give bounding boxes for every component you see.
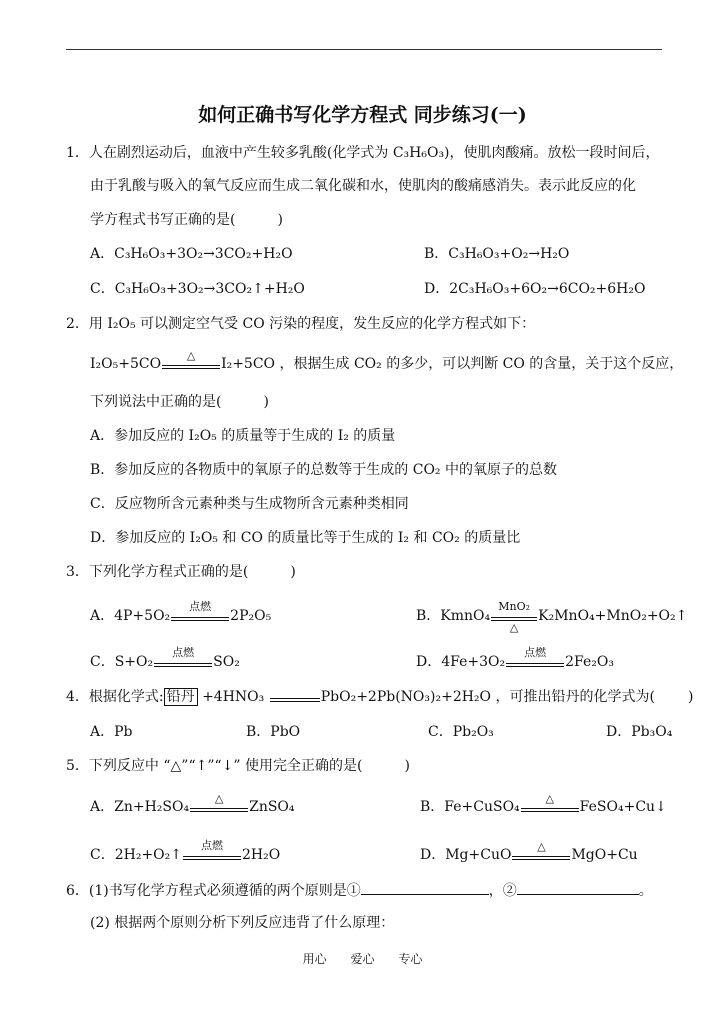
- q2-option-b: B．参加反应的各物质中的氧原子的总数等于生成的 CO₂ 中的氧原子的总数: [90, 462, 557, 478]
- answer-blank-1[interactable]: [361, 880, 489, 895]
- heat-arrow: △: [162, 354, 220, 374]
- q4-mid: +4HNO₃: [202, 689, 265, 705]
- footer-item: 爱心: [350, 952, 375, 966]
- heat-arrow: △: [190, 797, 248, 817]
- q5-a-left: A．Zn+H₂SO₄: [90, 799, 190, 815]
- q2-option-d: D．参加反应的 I₂O₅ 和 CO 的质量比等于生成的 I₂ 和 CO₂ 的质量比: [90, 530, 521, 546]
- q3-option-b: [416, 600, 688, 634]
- q4-option-a: A．Pb: [90, 724, 133, 740]
- footer-item: 专心: [398, 952, 423, 966]
- q4-line1: [66, 687, 655, 707]
- q2-option-c: C．反应物所含元素种类与生成物所含元素种类相同: [90, 496, 409, 512]
- equals-arrow: [270, 687, 320, 707]
- q2-eq-left: I₂O₅+5CO: [90, 356, 162, 372]
- q5-c-right: 2H₂O: [242, 847, 281, 863]
- q4-tail: ，可推出铅丹的化学式为(: [495, 689, 655, 705]
- q1-line3: 学方程式书写正确的是( ): [90, 212, 283, 228]
- q5-line1: 5．下列反应中 “△”“↑”“↓” 使用完全正确的是( ): [66, 758, 410, 774]
- ignite-arrow: 点燃: [154, 652, 212, 672]
- q3-d-right: 2Fe₂O₃: [565, 654, 614, 670]
- q3-d-left: D．4Fe+3O₂: [416, 654, 506, 670]
- footer: [0, 950, 725, 967]
- q6-text-b: ，②: [488, 883, 517, 899]
- q5-d-right: MgO+Cu: [571, 847, 638, 863]
- q3-option-a: [90, 600, 272, 626]
- q5-option-c: [90, 839, 281, 865]
- header-rule: [66, 49, 662, 50]
- heat-arrow: △: [512, 845, 570, 865]
- q1-option-b: B．C₃H₆O₃+O₂→H₂O: [424, 246, 570, 262]
- q2-equation: [90, 349, 684, 374]
- q3-option-d: [416, 646, 614, 672]
- q3-option-c: [90, 646, 240, 672]
- q1-option-a: A．C₃H₆O₃+3O₂→3CO₂+H₂O: [90, 246, 293, 262]
- q3-c-left: C．S+O₂: [90, 654, 154, 670]
- q3-a-right: 2P₂O₅: [230, 608, 272, 624]
- heat-arrow: △: [521, 797, 579, 817]
- q5-option-d: [420, 840, 638, 865]
- q1-line2: 由于乳酸与吸入的氧气反应而生成二氧化碳和水，使肌肉的酸痛感消失。表示此反应的化: [90, 178, 636, 194]
- answer-blank-2[interactable]: [517, 880, 639, 895]
- q6-text-a: 6．(1)书写化学方程式必须遵循的两个原则是①: [66, 883, 361, 899]
- q3-c-right: SO₂: [213, 654, 240, 670]
- page-title: 如何正确书写化学方程式 同步练习(一): [198, 104, 527, 126]
- q1-line1: 1．人在剧烈运动后，血液中产生较多乳酸(化学式为 C₃H₆O₃)，使肌肉酸痛。放松一段时间后，: [66, 145, 660, 161]
- q5-option-b: [420, 792, 667, 817]
- q2-option-a: A．参加反应的 I₂O₅ 的质量等于生成的 I₂ 的质量: [90, 428, 396, 444]
- q5-b-right: FeSO₄+Cu↓: [579, 799, 667, 815]
- q2-line1: 2．用 I₂O₅ 可以测定空气受 CO 污染的程度，发生反应的化学方程式如下：: [66, 316, 536, 332]
- q5-c-left: C．2H₂+O₂↑: [90, 847, 182, 863]
- q4-option-c: C．Pb₂O₃: [428, 724, 494, 740]
- q4-option-d: D．Pb₃O₄: [606, 724, 673, 740]
- q1-option-c: C．C₃H₆O₃+3O₂→3CO₂↑+H₂O: [90, 281, 305, 297]
- q5-option-a: [90, 792, 295, 817]
- ignite-arrow: 点燃: [506, 652, 564, 672]
- q6-text-c: 。: [638, 883, 653, 899]
- q4-close-paren: ): [688, 689, 694, 705]
- catalyst-arrow: MnO₂ △: [491, 606, 537, 626]
- q3-b-left: B．KmnO₄: [416, 608, 491, 624]
- q3-b-right: K₂MnO₄+MnO₂+O₂↑: [538, 608, 688, 624]
- q2-eq-tail: ，根据生成 CO₂ 的多少，可以判断 CO 的含量，关于这个反应，: [279, 356, 684, 372]
- q2-eq-right: I₂+5CO: [221, 356, 276, 372]
- q4-prefix: 4．根据化学式:: [66, 689, 164, 705]
- q5-d-left: D．Mg+CuO: [420, 847, 512, 863]
- q6-line2: (2) 根据两个原则分析下列反应违背了什么原理：: [90, 915, 395, 931]
- q5-b-left: B．Fe+CuSO₄: [420, 799, 520, 815]
- q5-a-right: ZnSO₄: [249, 799, 295, 815]
- q3-line1: 3．下列化学方程式正确的是( ): [66, 564, 296, 580]
- q1-option-d: D．2C₃H₆O₃+6O₂→6CO₂+6H₂O: [424, 281, 646, 297]
- footer-item: 用心: [302, 952, 327, 966]
- q4-boxed-term: 铅丹: [164, 688, 198, 706]
- q3-a-left: A．4P+5O₂: [90, 608, 171, 624]
- ignite-arrow: 点燃: [171, 606, 229, 626]
- q4-right: PbO₂+2Pb(NO₃)₂+2H₂O: [320, 689, 492, 705]
- ignite-arrow: 点燃: [183, 845, 241, 865]
- q6-line1: [66, 880, 653, 901]
- q2-line3: 下列说法中正确的是( ): [90, 394, 269, 410]
- q4-option-b: B．PbO: [246, 724, 301, 740]
